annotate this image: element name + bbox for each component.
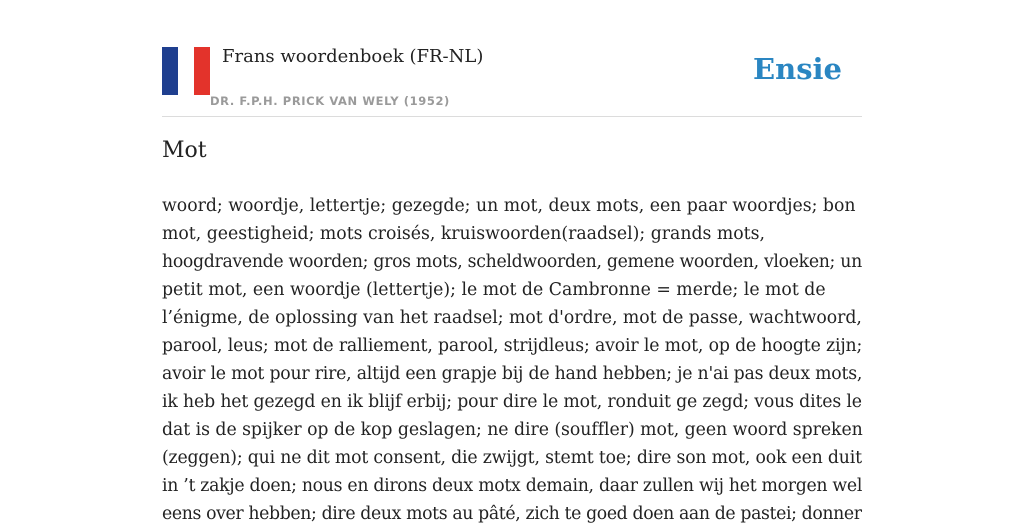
definition-line: (zeggen); qui ne dit mot consent, die zwijgt, stemt toe; dire son mot, ook een duit bbox=[162, 448, 862, 468]
definition-line: woord; woordje, lettertje; gezegde; un mot, deux mots, een paar woordjes; bon bbox=[162, 196, 856, 216]
flag-stripe-blue bbox=[162, 47, 178, 95]
definition-line: petit mot, een woordje (lettertje); le mot de Cambronne = merde; le mot de bbox=[162, 280, 826, 300]
definition-line: dat is de spijker op de kop geslagen; ne dire (souffler) mot, geen woord spreken bbox=[162, 420, 863, 440]
dictionary-header bbox=[162, 40, 862, 117]
dictionary-author: DR. F.P.H. PRICK VAN WELY (1952) bbox=[210, 94, 450, 108]
flag-stripe-white bbox=[178, 47, 194, 95]
entry-definition bbox=[162, 192, 862, 528]
definition-line: in ’t zakje doen; nous en dirons deux motx demain, daar zullen wij het morgen wel bbox=[162, 476, 863, 496]
entry-headword: Mot bbox=[162, 138, 207, 163]
definition-line: mot, geestigheid; mots croisés, kruiswoorden(raadsel); grands mots, bbox=[162, 224, 765, 244]
definition-line: hoogdravende woorden; gros mots, scheldwoorden, gemene woorden, vloeken; un bbox=[162, 252, 862, 272]
definition-line: ik heb het gezegd en ik blijf erbij; pour dire le mot, ronduit ge zegd; vous dites le bbox=[162, 392, 862, 412]
definition-line: eens over hebben; dire deux mots au pâté, zich te goed doen aan de pastei; donner bbox=[162, 504, 862, 524]
definition-line: l’énigme, de oplossing van het raadsel; mot d'ordre, mot de passe, wachtwoord, bbox=[162, 308, 862, 328]
flag-france-icon bbox=[162, 47, 210, 95]
definition-line: avoir le mot pour rire, altijd een grapje bij de hand hebben; je n'ai pas deux mots, bbox=[162, 364, 863, 384]
dictionary-title[interactable]: Frans woordenboek (FR-NL) bbox=[222, 46, 484, 67]
definition-line: parool, leus; mot de ralliement, parool, strijdleus; avoir le mot, op de hoogte zijn; bbox=[162, 336, 863, 356]
brand-logo[interactable]: Ensie bbox=[753, 52, 842, 86]
flag-stripe-red bbox=[194, 47, 210, 95]
